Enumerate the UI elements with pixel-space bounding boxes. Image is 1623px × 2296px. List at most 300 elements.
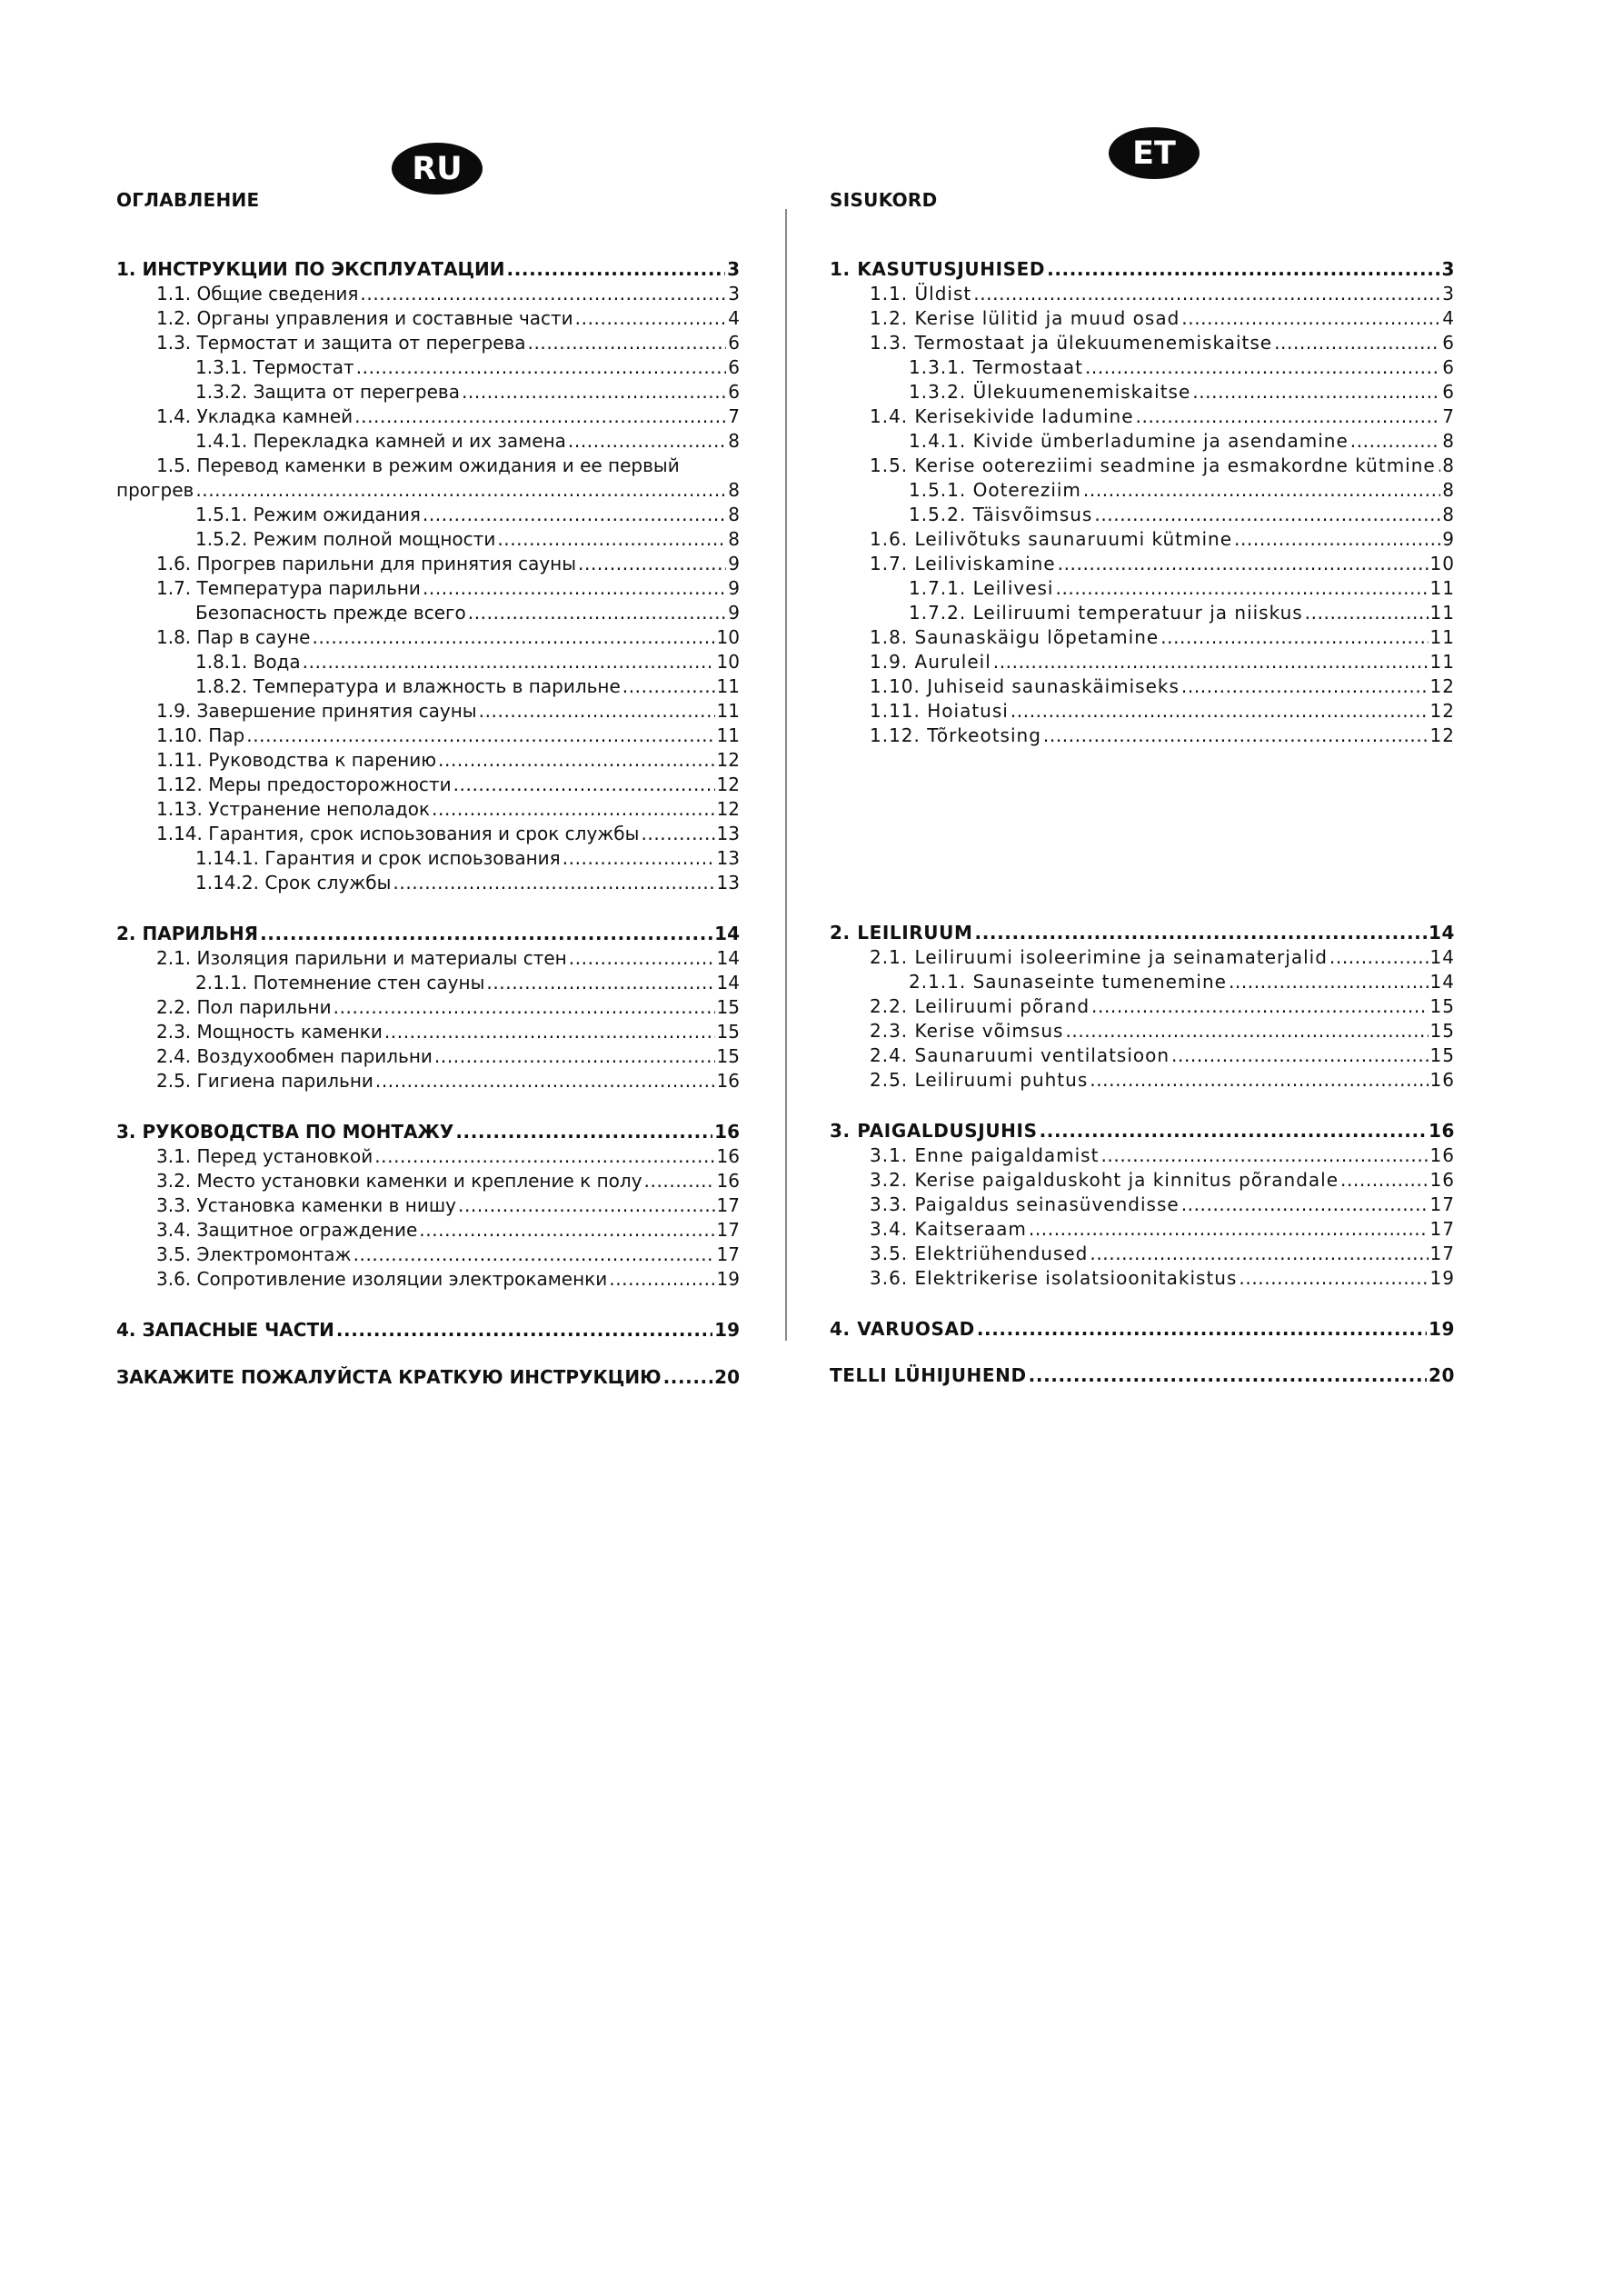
toc-leader-dots xyxy=(1171,1043,1429,1068)
toc-entry[interactable] xyxy=(116,1144,740,1169)
toc-entry-page: 6 xyxy=(1442,356,1455,378)
toc-entry-page: 12 xyxy=(716,798,740,820)
toc-entry-page: 17 xyxy=(1429,1243,1455,1264)
toc-title-ru: ОГЛАВЛЕНИЕ xyxy=(116,189,260,211)
toc-entry-page: 10 xyxy=(716,651,740,673)
toc-entry-page: 17 xyxy=(716,1219,740,1241)
toc-leader-dots xyxy=(458,1193,715,1218)
toc-entry[interactable] xyxy=(116,1218,740,1243)
toc-entry[interactable] xyxy=(116,478,740,503)
toc-entry[interactable] xyxy=(116,773,740,797)
toc-leader-dots xyxy=(336,1318,712,1343)
toc-entry-label: 2.4. Воздухообмен парильни xyxy=(156,1045,433,1067)
toc-header-ru xyxy=(116,150,740,211)
toc-leader-dots xyxy=(1160,625,1428,650)
toc-leader-dots xyxy=(1229,970,1429,994)
toc-leader-dots xyxy=(1029,1217,1429,1242)
toc-entry-label: 3.4. Защитное ограждение xyxy=(156,1219,418,1241)
toc-entry[interactable] xyxy=(830,650,1455,674)
toc-entry-page: 9 xyxy=(728,553,740,574)
toc-leader-dots xyxy=(1274,331,1440,355)
toc-entry-label: 3.5. Elektriühendused xyxy=(870,1243,1089,1264)
toc-entry[interactable] xyxy=(830,1317,1455,1342)
toc-entry[interactable] xyxy=(116,306,740,331)
toc-entry-page: 13 xyxy=(716,823,740,844)
toc-entry-page: 11 xyxy=(716,675,740,697)
toc-leader-dots xyxy=(973,282,1440,306)
toc-entry-label: прогрев xyxy=(116,479,194,501)
toc-entry[interactable] xyxy=(116,699,740,724)
toc-leader-dots xyxy=(1029,1363,1427,1388)
toc-leader-dots xyxy=(423,503,726,527)
toc-entry[interactable] xyxy=(830,601,1455,625)
toc-entry[interactable] xyxy=(830,921,1455,945)
toc-entry[interactable] xyxy=(830,994,1455,1019)
toc-entry-label: 3. РУКОВОДСТВА ПО МОНТАЖУ xyxy=(116,1121,454,1143)
toc-entry[interactable] xyxy=(116,1120,740,1144)
toc-entry-label: 1.5. Kerise ootereziimi seadmine ja esmakordne kütmine xyxy=(870,454,1436,476)
toc-entry-page: 12 xyxy=(1429,675,1455,697)
toc-entry-label: 3.1. Перед установкой xyxy=(156,1145,373,1167)
toc-leader-dots xyxy=(569,946,715,971)
toc-entry[interactable] xyxy=(830,576,1455,601)
toc-entry-label: 1.14.2. Срок службы xyxy=(195,872,392,893)
toc-leader-dots xyxy=(1305,601,1429,625)
toc-entry-page: 15 xyxy=(1429,1044,1455,1066)
toc-entry-page: 3 xyxy=(1442,283,1455,304)
toc-leader-dots xyxy=(374,1144,714,1169)
toc-leader-dots xyxy=(1094,503,1440,527)
toc-entry-page: 8 xyxy=(728,479,740,501)
toc-entry-label: 1.4. Kerisekivide ladumine xyxy=(870,405,1134,427)
toc-header-et xyxy=(830,135,1455,211)
toc-entry-label: 3. PAIGALDUSJUHIS xyxy=(830,1120,1038,1142)
toc-entry-label: 1.5.2. Täisvõimsus xyxy=(909,504,1093,525)
toc-entry-page: 3 xyxy=(728,283,740,304)
toc-entry-page: 11 xyxy=(1429,626,1455,648)
toc-leader-dots xyxy=(1047,257,1439,282)
toc-entry-page: 8 xyxy=(728,430,740,452)
toc-entry-label: 3.4. Kaitseraam xyxy=(870,1218,1027,1240)
toc-entry[interactable] xyxy=(830,503,1455,527)
toc-entry-page: 16 xyxy=(1429,1144,1455,1166)
toc-leader-dots xyxy=(975,921,1427,945)
toc-leader-dots xyxy=(1065,1019,1428,1043)
toc-entry[interactable] xyxy=(830,945,1455,970)
toc-entry-label: 1.7. Leiliviskamine xyxy=(870,553,1056,574)
toc-entry[interactable] xyxy=(116,282,740,306)
toc-leader-dots xyxy=(1056,576,1429,601)
toc-entry-page: 10 xyxy=(1429,553,1455,574)
toc-leader-dots xyxy=(468,601,727,625)
toc-entry-label: 1.4.1. Kivide ümberladumine ja asendamine xyxy=(909,430,1349,452)
toc-leader-dots xyxy=(507,257,726,282)
toc-leader-dots xyxy=(1090,1068,1428,1093)
toc-entry-page: 8 xyxy=(728,504,740,525)
toc-entry[interactable] xyxy=(116,1365,740,1390)
toc-leader-dots xyxy=(419,1218,714,1243)
toc-entry-page: 8 xyxy=(1442,430,1455,452)
toc-entry-label: 1.8. Saunaskäigu lõpetamine xyxy=(870,626,1160,648)
toc-entry[interactable] xyxy=(116,1169,740,1193)
toc-entry-label: 1.1. Общие сведения xyxy=(156,283,359,304)
toc-entry-label: 2.5. Leiliruumi puhtus xyxy=(870,1069,1089,1091)
toc-entry-page: 20 xyxy=(1428,1364,1455,1386)
toc-entry-label: 4. ЗАПАСНЫЕ ЧАСТИ xyxy=(116,1319,334,1341)
toc-leader-dots xyxy=(353,1243,715,1267)
toc-entry-page: 3 xyxy=(727,258,740,280)
toc-leader-dots xyxy=(375,1069,715,1093)
toc-entry-page: 14 xyxy=(1428,922,1455,943)
toc-entry[interactable] xyxy=(116,331,740,355)
toc-entry-page: 16 xyxy=(1429,1169,1455,1191)
toc-entry-page: 6 xyxy=(1442,381,1455,403)
toc-leader-dots xyxy=(462,380,726,404)
toc-leader-dots xyxy=(195,478,726,503)
toc-entry[interactable] xyxy=(116,650,740,674)
toc-entry-page: 17 xyxy=(1429,1218,1455,1240)
toc-entry-page: 4 xyxy=(728,307,740,329)
toc-entry-page: 12 xyxy=(1429,724,1455,746)
toc-entry-label: 1.9. Завершение принятия сауны xyxy=(156,700,477,722)
toc-entry-page: 15 xyxy=(716,1045,740,1067)
toc-entry[interactable] xyxy=(116,1267,740,1292)
toc-entry-page: 16 xyxy=(716,1170,740,1192)
toc-leader-dots xyxy=(1192,380,1440,404)
toc-entry-label: 2.1. Изоляция парильни и материалы стен xyxy=(156,947,567,969)
toc-entry[interactable] xyxy=(830,454,1455,478)
toc-leader-dots xyxy=(360,282,726,306)
toc-title-et: SISUKORD xyxy=(830,189,938,211)
toc-leader-dots xyxy=(384,1020,715,1044)
toc-leader-dots xyxy=(455,1120,712,1144)
toc-entry[interactable] xyxy=(830,355,1455,380)
toc-entry-label: 1.14. Гарантия, срок испоьзования и срок службы xyxy=(156,823,640,844)
toc-entry-page: 11 xyxy=(716,724,740,746)
toc-entry-label: 2.3. Мощность каменки xyxy=(156,1021,383,1043)
toc-entry[interactable] xyxy=(830,674,1455,699)
toc-entry[interactable] xyxy=(116,429,740,454)
toc-entry-label: Безопасность прежде всего xyxy=(195,602,466,624)
toc-entry[interactable] xyxy=(830,1363,1455,1388)
toc-leader-dots xyxy=(393,871,714,895)
toc-entry-label: 3.6. Сопротивление изоляции электрокаменки xyxy=(156,1268,608,1290)
toc-entry[interactable] xyxy=(830,1217,1455,1242)
toc-entry-page: 16 xyxy=(1429,1069,1455,1091)
toc-entry-label: 4. VARUOSAD xyxy=(830,1318,975,1340)
toc-entry[interactable] xyxy=(116,1069,740,1093)
toc-leader-dots xyxy=(1090,1242,1428,1266)
toc-entry-label: 3.2. Kerise paigalduskoht ja kinnitus põrandale xyxy=(870,1169,1339,1191)
toc-leader-dots xyxy=(479,699,715,724)
toc-entry-label: 2.2. Пол парильни xyxy=(156,996,332,1018)
toc-entry-label: 1.14.1. Гарантия и срок испоьзования xyxy=(195,847,561,869)
toc-entry[interactable] xyxy=(830,970,1455,994)
toc-entry-label: 1.9. Auruleil xyxy=(870,651,991,673)
toc-entry-label: 1.5. Перевод каменки в режим ожидания и ее первый xyxy=(156,454,680,476)
toc-entry[interactable] xyxy=(116,1318,740,1343)
toc-entry[interactable] xyxy=(830,699,1455,724)
toc-entry-page: 13 xyxy=(716,872,740,893)
toc-entry[interactable] xyxy=(116,552,740,576)
toc-entry[interactable] xyxy=(116,724,740,748)
toc-entry[interactable] xyxy=(830,331,1455,355)
toc-leader-dots xyxy=(1234,527,1440,552)
toc-entry[interactable] xyxy=(830,527,1455,552)
toc-entry[interactable] xyxy=(830,306,1455,331)
toc-entry-page: 9 xyxy=(1442,528,1455,550)
language-badge-et: ET xyxy=(1109,127,1200,179)
toc-leader-dots xyxy=(1239,1266,1428,1291)
toc-entry-page: 6 xyxy=(728,332,740,354)
toc-entry[interactable] xyxy=(116,527,740,552)
toc-entry-label: 1.5.1. Режим ожидания xyxy=(195,504,421,525)
toc-entry[interactable] xyxy=(116,404,740,429)
toc-entry[interactable] xyxy=(830,404,1455,429)
toc-entry-label: 1.2. Органы управления и составные части xyxy=(156,307,573,329)
toc-column-ru xyxy=(116,150,740,1388)
toc-leader-dots xyxy=(1058,552,1429,576)
toc-leader-dots xyxy=(1091,994,1429,1019)
toc-entry-label: 1.3.1. Termostaat xyxy=(909,356,1083,378)
toc-leader-dots xyxy=(568,429,726,454)
toc-leader-dots xyxy=(432,797,715,822)
toc-leader-dots xyxy=(246,724,714,748)
toc-entry-label: 1.7.1. Leilivesi xyxy=(909,577,1054,599)
toc-entry[interactable] xyxy=(830,1119,1455,1143)
toc-entry[interactable] xyxy=(116,871,740,895)
toc-entry-page: 16 xyxy=(714,1121,740,1143)
toc-entry-page: 11 xyxy=(1429,651,1455,673)
toc-entry-page: 17 xyxy=(1429,1193,1455,1215)
toc-entry[interactable] xyxy=(830,1068,1455,1093)
toc-entry-label: 1.5.1. Ootereziim xyxy=(909,479,1081,501)
toc-leader-dots xyxy=(1329,945,1429,970)
toc-entry-page: 14 xyxy=(1429,971,1455,993)
toc-leader-dots xyxy=(663,1365,713,1390)
toc-entry-label: 1.3. Термостат и защита от перегрева xyxy=(156,332,526,354)
toc-leader-dots xyxy=(312,625,714,650)
toc-column-et xyxy=(830,135,1455,1386)
toc-entry[interactable] xyxy=(116,576,740,601)
toc-entry-page: 9 xyxy=(728,577,740,599)
toc-entry-label: 2. LEILIRUUM xyxy=(830,922,973,943)
toc-leader-dots xyxy=(575,306,727,331)
toc-entry-page: 14 xyxy=(716,972,740,993)
toc-leader-dots xyxy=(1438,454,1441,478)
toc-leader-dots xyxy=(486,971,714,995)
toc-entry[interactable] xyxy=(830,1168,1455,1193)
toc-entry-label: 3.1. Enne paigaldamist xyxy=(870,1144,1100,1166)
toc-entry-label: 1.4. Укладка камней xyxy=(156,405,353,427)
toc-entry-page: 17 xyxy=(716,1243,740,1265)
toc-entry-label: 1.10. Пар xyxy=(156,724,245,746)
toc-entry[interactable] xyxy=(116,922,740,946)
toc-entry-label: 1.11. Руководства к парению xyxy=(156,749,437,771)
toc-entry-page: 19 xyxy=(714,1319,740,1341)
toc-entry[interactable] xyxy=(830,380,1455,404)
toc-leader-dots xyxy=(356,355,727,380)
toc-entry[interactable] xyxy=(830,1193,1455,1217)
toc-entry[interactable] xyxy=(830,552,1455,576)
toc-entry-page: 6 xyxy=(1442,332,1455,354)
toc-entry-label: 1.3.2. Защита от перегрева xyxy=(195,381,460,403)
toc-entry[interactable] xyxy=(116,625,740,650)
toc-entry-label: 1.7.2. Leiliruumi temperatuur ja niiskus xyxy=(909,602,1303,624)
toc-entry[interactable] xyxy=(116,822,740,846)
toc-entry[interactable] xyxy=(116,797,740,822)
toc-leader-dots xyxy=(438,748,715,773)
toc-leader-dots xyxy=(993,650,1429,674)
toc-entry-page: 15 xyxy=(1429,1020,1455,1042)
toc-entry-label: 3.2. Место установки каменки и крепление к полу xyxy=(156,1170,642,1192)
toc-entry[interactable] xyxy=(830,478,1455,503)
toc-entry-label: 1. KASUTUSJUHISED xyxy=(830,258,1046,280)
toc-entry-page: 4 xyxy=(1442,307,1455,329)
toc-entry[interactable] xyxy=(116,674,740,699)
toc-entry-label: 2.5. Гигиена парильни xyxy=(156,1070,373,1092)
toc-entry-label: 3.3. Установка каменки в нишу xyxy=(156,1194,456,1216)
toc-entry-page: 11 xyxy=(1429,577,1455,599)
toc-entry[interactable] xyxy=(116,748,740,773)
toc-leader-dots xyxy=(1100,1143,1428,1168)
toc-entry-label: 1.8.1. Вода xyxy=(195,651,301,673)
toc-entry-page: 14 xyxy=(716,947,740,969)
toc-entry[interactable] xyxy=(116,503,740,527)
toc-entry-label: 1.1. Üldist xyxy=(870,283,972,304)
toc-entry[interactable] xyxy=(116,257,740,282)
toc-entry-label: 1.6. Leilivõtuks saunaruumi kütmine xyxy=(870,528,1232,550)
toc-entry-label: 1.11. Hoiatusi xyxy=(870,700,1009,722)
toc-entry-label: 1. ИНСТРУКЦИИ ПО ЭКСПЛУАТАЦИИ xyxy=(116,258,505,280)
toc-entry-label: 1.12. Tõrkeotsing xyxy=(870,724,1041,746)
toc-entry[interactable] xyxy=(116,454,740,478)
toc-entry-page: 17 xyxy=(716,1194,740,1216)
toc-leader-dots xyxy=(609,1267,714,1292)
toc-entry-label: 2. ПАРИЛЬНЯ xyxy=(116,923,259,944)
toc-leader-dots xyxy=(1083,478,1440,503)
toc-entry-page: 11 xyxy=(716,700,740,722)
toc-leader-dots xyxy=(1181,674,1429,699)
toc-entry-page: 19 xyxy=(1428,1318,1455,1340)
toc-entry[interactable] xyxy=(116,1193,740,1218)
toc-entry-page: 12 xyxy=(1429,700,1455,722)
toc-entry-label: 2.1.1. Потемнение стен сауны xyxy=(195,972,485,993)
toc-entry-page: 15 xyxy=(1429,995,1455,1017)
toc-entry-page: 16 xyxy=(716,1145,740,1167)
toc-entry-label: 1.8. Пар в сауне xyxy=(156,626,311,648)
toc-entry-label: 2.4. Saunaruumi ventilatsioon xyxy=(870,1044,1170,1066)
toc-entry-label: 1.4.1. Перекладка камней и их замена xyxy=(195,430,566,452)
toc-leader-dots xyxy=(1181,306,1440,331)
toc-entry-label: 2.2. Leiliruumi põrand xyxy=(870,995,1090,1017)
toc-entry-label: 1.3. Termostaat ja ülekuumenemiskaitse xyxy=(870,332,1273,354)
toc-leader-dots xyxy=(641,822,714,846)
toc-leader-dots xyxy=(354,404,726,429)
toc-entry-page: 12 xyxy=(716,774,740,795)
toc-entry-label: 2.3. Kerise võimsus xyxy=(870,1020,1064,1042)
toc-leader-dots xyxy=(260,922,712,946)
toc-entry-label: 1.6. Прогрев парильни для принятия сауны xyxy=(156,553,577,574)
toc-entry-page: 8 xyxy=(1442,454,1455,476)
toc-entry[interactable] xyxy=(116,380,740,404)
toc-leader-dots xyxy=(1181,1193,1429,1217)
toc-leader-dots xyxy=(528,331,727,355)
toc-entry[interactable] xyxy=(116,1044,740,1069)
toc-entry-page: 15 xyxy=(716,996,740,1018)
toc-leader-dots xyxy=(977,1317,1427,1342)
toc-entry-label: 3.6. Elektrikerise isolatsioonitakistus xyxy=(870,1267,1238,1289)
toc-entry[interactable] xyxy=(116,946,740,971)
toc-entry-page: 20 xyxy=(714,1366,740,1388)
toc-entry-page: 7 xyxy=(728,405,740,427)
toc-leader-dots xyxy=(1085,355,1440,380)
toc-entry[interactable] xyxy=(830,1242,1455,1266)
toc-entry-page: 9 xyxy=(728,602,740,624)
toc-leader-dots xyxy=(644,1169,715,1193)
toc-leader-dots xyxy=(1040,1119,1427,1143)
toc-entry-page: 11 xyxy=(1429,602,1455,624)
toc-entry[interactable] xyxy=(830,1266,1455,1291)
toc-leader-dots xyxy=(1340,1168,1429,1193)
toc-entry-page: 19 xyxy=(1429,1267,1455,1289)
toc-leader-dots xyxy=(434,1044,715,1069)
toc-entry-page: 16 xyxy=(716,1070,740,1092)
toc-entry-label: 2.1.1. Saunaseinte tumenemine xyxy=(909,971,1227,993)
toc-entry[interactable] xyxy=(830,1043,1455,1068)
toc-entry-page: 6 xyxy=(728,381,740,403)
toc-entry-label: 1.3.2. Ülekuumenemiskaitse xyxy=(909,381,1191,403)
toc-entry-label: 1.13. Устранение неполадок xyxy=(156,798,431,820)
toc-entry-label: 1.5.2. Режим полной мощности xyxy=(195,528,496,550)
toc-entry[interactable] xyxy=(116,846,740,871)
toc-entry-label: TELLI LÜHIJUHEND xyxy=(830,1364,1027,1386)
toc-entry-label: ЗАКАЖИТЕ ПОЖАЛУЙСТА КРАТКУЮ ИНСТРУКЦИЮ xyxy=(116,1366,662,1388)
toc-leader-dots xyxy=(1011,699,1429,724)
toc-entry[interactable] xyxy=(830,429,1455,454)
toc-entry[interactable] xyxy=(116,601,740,625)
toc-entry-page: 8 xyxy=(1442,479,1455,501)
toc-entry[interactable] xyxy=(830,625,1455,650)
toc-entry[interactable] xyxy=(830,1143,1455,1168)
toc-entry[interactable] xyxy=(116,995,740,1020)
toc-entry-label: 1.10. Juhiseid saunaskäimiseks xyxy=(870,675,1180,697)
toc-entry[interactable] xyxy=(116,971,740,995)
toc-entry-label: 3.5. Электромонтаж xyxy=(156,1243,352,1265)
toc-leader-dots xyxy=(578,552,726,576)
toc-entry-label: 1.8.2. Температура и влажность в парильне xyxy=(195,675,621,697)
toc-leader-dots xyxy=(622,674,715,699)
toc-entry[interactable] xyxy=(830,1019,1455,1043)
toc-entry[interactable] xyxy=(116,1243,740,1267)
toc-entry-page: 14 xyxy=(714,923,740,944)
toc-leader-dots xyxy=(1043,724,1429,748)
toc-entry[interactable] xyxy=(830,257,1455,282)
toc-entry-label: 2.1. Leiliruumi isoleerimine ja seinamaterjalid xyxy=(870,946,1328,968)
toc-leader-dots xyxy=(1136,404,1441,429)
toc-leader-dots xyxy=(423,576,726,601)
toc-entry-page: 7 xyxy=(1442,405,1455,427)
toc-leader-dots xyxy=(334,995,715,1020)
toc-entry[interactable] xyxy=(116,1020,740,1044)
toc-leader-dots xyxy=(453,773,715,797)
toc-entry[interactable] xyxy=(830,282,1455,306)
toc-entry[interactable] xyxy=(116,355,740,380)
toc-entry-page: 15 xyxy=(716,1021,740,1043)
toc-entry-page: 8 xyxy=(728,528,740,550)
toc-entry[interactable] xyxy=(830,724,1455,748)
language-badge-ru: RU xyxy=(392,143,483,195)
